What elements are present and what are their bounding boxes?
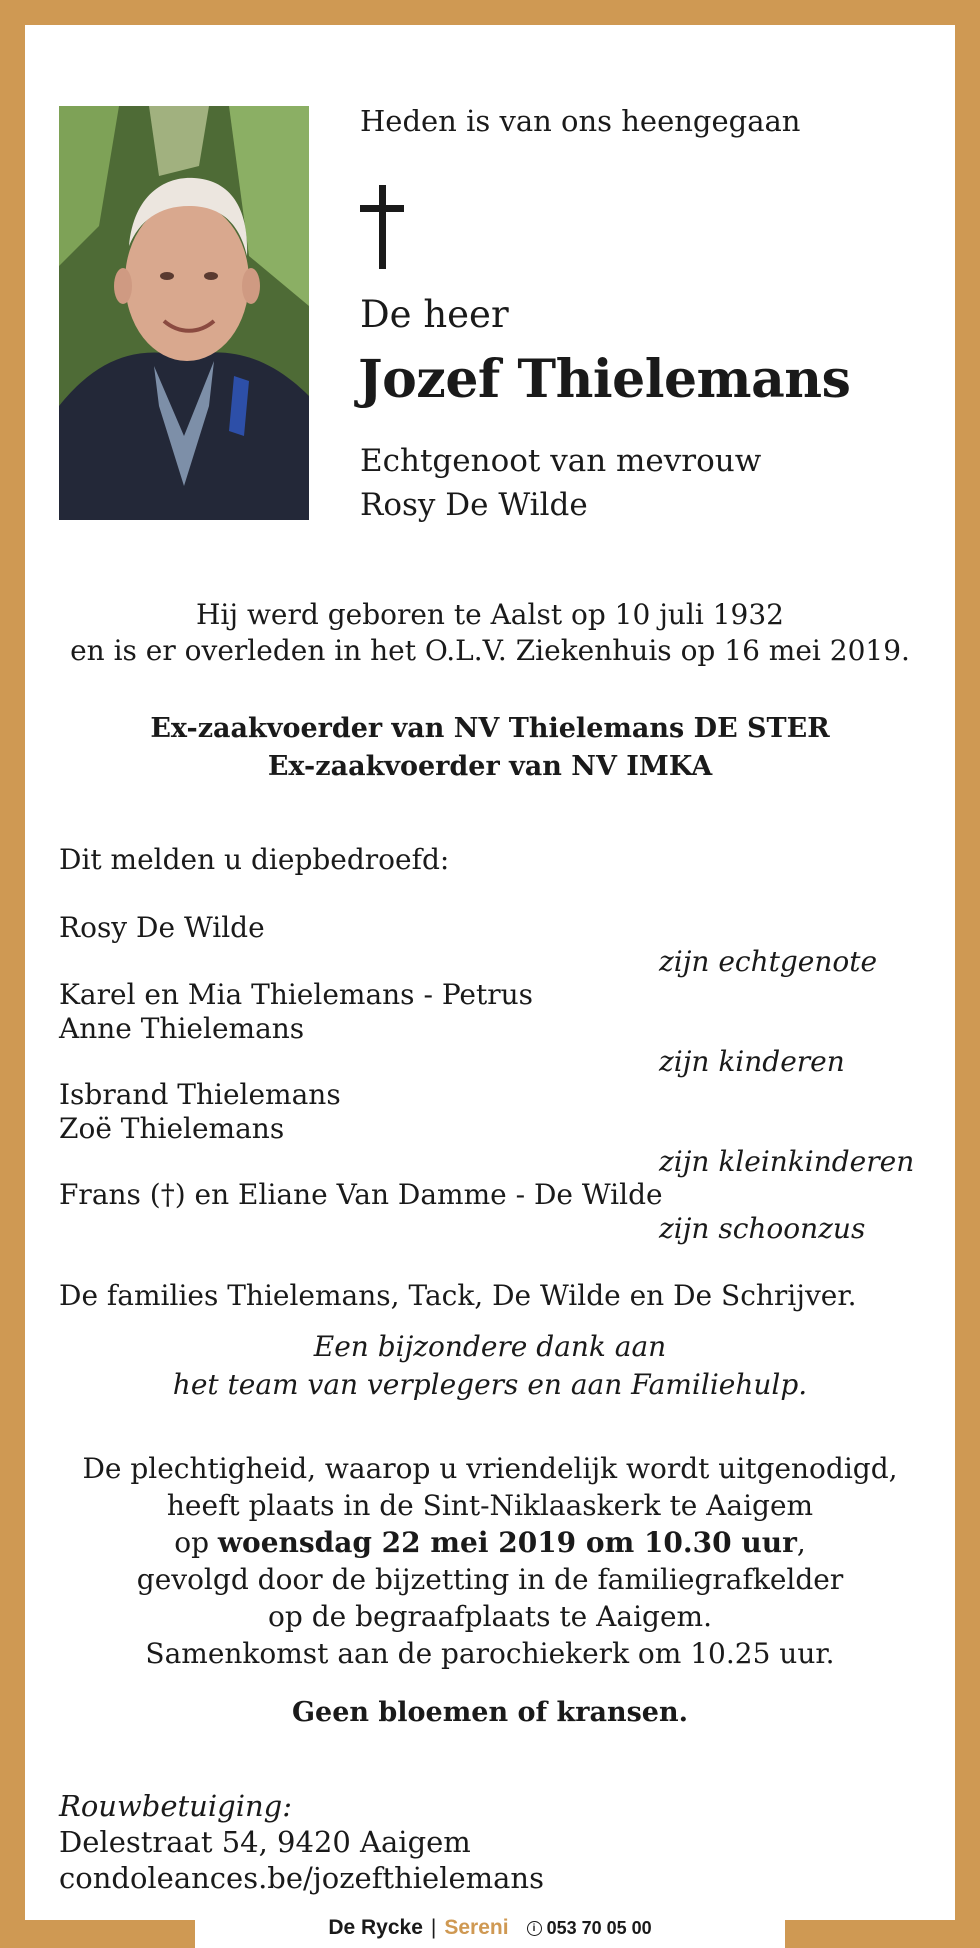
child-2: Anne Thielemans xyxy=(59,1012,305,1045)
role-line-1: Ex-zaakvoerder van NV Thielemans DE STER xyxy=(150,713,830,744)
thanks-line-1: Een bijzondere dank aan xyxy=(313,1330,667,1363)
phone-number[interactable]: 053 70 05 00 xyxy=(546,1917,652,1938)
brand-name: De Rycke xyxy=(328,1916,423,1939)
phone-circle-icon: i xyxy=(527,1921,542,1936)
inlaw-name: Frans (†) en Eliane Van Damme - De Wilde xyxy=(59,1178,663,1211)
death-line: en is er overleden in het O.L.V. Ziekenhuis op 16 mei 2019. xyxy=(70,634,910,667)
no-flowers-note: Geen bloemen of kransen. xyxy=(291,1697,689,1728)
condolence-website[interactable]: condoleances.be/jozefthielemans xyxy=(59,1861,544,1895)
honorific: De heer xyxy=(360,293,509,336)
grandchildren-relation: zijn kleinkinderen xyxy=(659,1145,915,1178)
deceased-name: Jozef Thielemans xyxy=(358,349,851,410)
condolence-address: Delestraat 54, 9420 Aaigem xyxy=(59,1825,471,1859)
phone-contact xyxy=(527,1918,652,1939)
thanks-note xyxy=(25,1328,955,1404)
ceremony-info xyxy=(25,1450,955,1672)
grandchild-2: Zoë Thielemans xyxy=(59,1112,285,1145)
sub-brand-name: Sereni xyxy=(444,1916,509,1939)
condolence-label: Rouwbetuiging: xyxy=(59,1789,292,1823)
cross-icon xyxy=(360,185,404,273)
career-roles xyxy=(25,710,955,786)
inlaw-relation: zijn schoonzus xyxy=(659,1212,866,1245)
birth-death-info xyxy=(25,597,955,669)
intro-text: Heden is van ons heengegaan xyxy=(360,104,801,138)
grandchild-1: Isbrand Thielemans xyxy=(59,1078,341,1111)
birth-line: Hij werd geboren te Aalst op 10 juli 1932 xyxy=(196,598,784,631)
family-intro: Dit melden u diepbedroefd: xyxy=(59,843,450,876)
children-relation: zijn kinderen xyxy=(659,1045,845,1078)
ceremony-date-suffix: , xyxy=(796,1526,806,1559)
brand-separator: | xyxy=(430,1916,437,1939)
ceremony-date: woensdag 22 mei 2019 om 10.30 uur xyxy=(217,1526,797,1559)
spouse-line-1: Echtgenoot van mevrouw xyxy=(360,443,762,479)
ceremony-line-1: De plechtigheid, waarop u vriendelijk wordt uitgenodigd, xyxy=(82,1452,898,1485)
spouse-name: Rosy De Wilde xyxy=(59,911,265,944)
ceremony-line-6: Samenkomst aan de parochiekerk om 10.25 uur. xyxy=(145,1637,835,1670)
ceremony-line-5: op de begraafplaats te Aaigem. xyxy=(268,1600,712,1633)
spouse-line-2: Rosy De Wilde xyxy=(360,487,588,523)
ceremony-line-2: heeft plaats in de Sint-Niklaaskerk te Aaigem xyxy=(166,1489,814,1522)
families-line: De families Thielemans, Tack, De Wilde en De Schrijver. xyxy=(59,1279,857,1312)
spouse-relation: zijn echtgenote xyxy=(659,945,878,978)
obituary-card xyxy=(25,25,955,1920)
footer-brand-bar xyxy=(195,1908,785,1948)
ceremony-line-4: gevolgd door de bijzetting in de familiegrafkelder xyxy=(136,1563,844,1596)
ceremony-line-3 xyxy=(25,1524,955,1561)
ceremony-date-prefix: op xyxy=(174,1526,218,1559)
role-line-2: Ex-zaakvoerder van NV IMKA xyxy=(267,751,713,782)
child-1: Karel en Mia Thielemans - Petrus xyxy=(59,978,534,1011)
portrait-illustration xyxy=(59,106,309,520)
spouse-block xyxy=(360,439,761,527)
portrait-photo xyxy=(59,106,309,520)
thanks-line-2: het team van verplegers en aan Familiehulp. xyxy=(172,1368,808,1401)
